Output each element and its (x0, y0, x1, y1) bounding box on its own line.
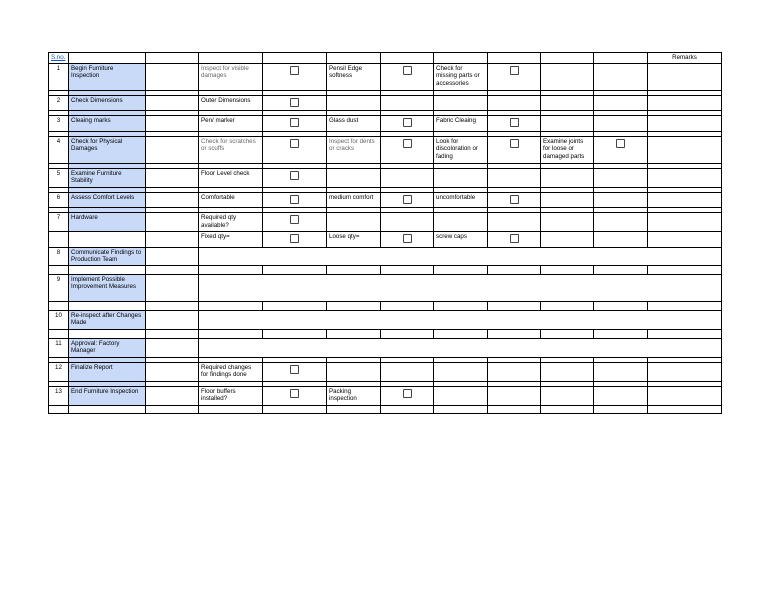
header-row (49, 53, 722, 64)
checkbox[interactable] (290, 66, 299, 75)
step-label: Begin Furniture Inspection (69, 64, 146, 91)
checkbox[interactable] (290, 98, 299, 107)
table-row: 11 Approval: Factory Manager (49, 338, 722, 357)
step-label: Hardware (69, 213, 146, 232)
table-row: 10 Re-inspect after Changes Made (49, 310, 722, 329)
checkbox[interactable] (403, 234, 412, 243)
checkbox[interactable] (290, 139, 299, 148)
checkbox[interactable] (290, 389, 299, 398)
step-label: Examine Furniture Stability (69, 168, 146, 187)
table-row: 1 Begin Furniture Inspection Inspect for visible damages Pensil Edge softness Check for missing parts or accessories (49, 64, 722, 91)
step-label: Cleaing marks (69, 116, 146, 131)
step-label: Communicate Findings to Production Team (69, 247, 146, 265)
step-label: Implement Possible Improvement Measures (69, 274, 146, 301)
checkbox[interactable] (290, 118, 299, 127)
checkbox[interactable] (510, 118, 519, 127)
checkbox[interactable] (510, 234, 519, 243)
step-label: End Furniture Inspection (69, 386, 146, 405)
sno-header[interactable]: S.no. (49, 53, 69, 64)
step-label: Finalize Report (69, 362, 146, 381)
checkbox[interactable] (290, 234, 299, 243)
step-label: Check for Physical Damages (69, 136, 146, 163)
checkbox[interactable] (290, 171, 299, 180)
table-row: 4 Check for Physical Damages Check for scratches or scuffs Inspect for dents or cracks Look for discoloration or fading Examine joints for loose or damaged parts (49, 136, 722, 163)
table-row: 12 Finalize Report Required changes for findings done (49, 362, 722, 381)
table-row: 6 Assess Comfort Levels Comfortable medium comfort uncomfortable (49, 192, 722, 207)
step-label: Check Dimensions (69, 96, 146, 111)
step-label: Re-inspect after Changes Made (69, 310, 146, 329)
checkbox[interactable] (403, 66, 412, 75)
checkbox[interactable] (510, 66, 519, 75)
step-label: Approval: Factory Manager (69, 338, 146, 357)
checkbox[interactable] (290, 365, 299, 374)
checkbox[interactable] (510, 195, 519, 204)
checkbox[interactable] (290, 195, 299, 204)
step-label: Assess Comfort Levels (69, 192, 146, 207)
table-row: 7 Hardware Required qty available? (49, 213, 722, 232)
table-row: 2 Check Dimensions Outer Dimensions (49, 96, 722, 111)
table-row: 3 Cleaing marks Pen/ marker Glass dust Fabric Cleaing (49, 116, 722, 131)
checkbox[interactable] (403, 118, 412, 127)
checkbox[interactable] (403, 139, 412, 148)
checkbox[interactable] (403, 195, 412, 204)
checkbox[interactable] (616, 139, 625, 148)
table-row: 5 Examine Furniture Stability Floor Level check (49, 168, 722, 187)
remarks-header: Remarks (648, 53, 722, 64)
inspection-checklist-table (48, 52, 722, 414)
table-row: 8 Communicate Findings to Production Team (49, 247, 722, 265)
table-row: 9 Implement Possible Improvement Measures (49, 274, 722, 301)
table-row: 13 End Furniture Inspection Floor buffers installed? Packing inspection (49, 386, 722, 405)
checkbox[interactable] (290, 215, 299, 224)
checkbox[interactable] (403, 389, 412, 398)
checkbox[interactable] (510, 139, 519, 148)
table-row: Fixed qty= Loose qty= screw caps (49, 232, 722, 247)
